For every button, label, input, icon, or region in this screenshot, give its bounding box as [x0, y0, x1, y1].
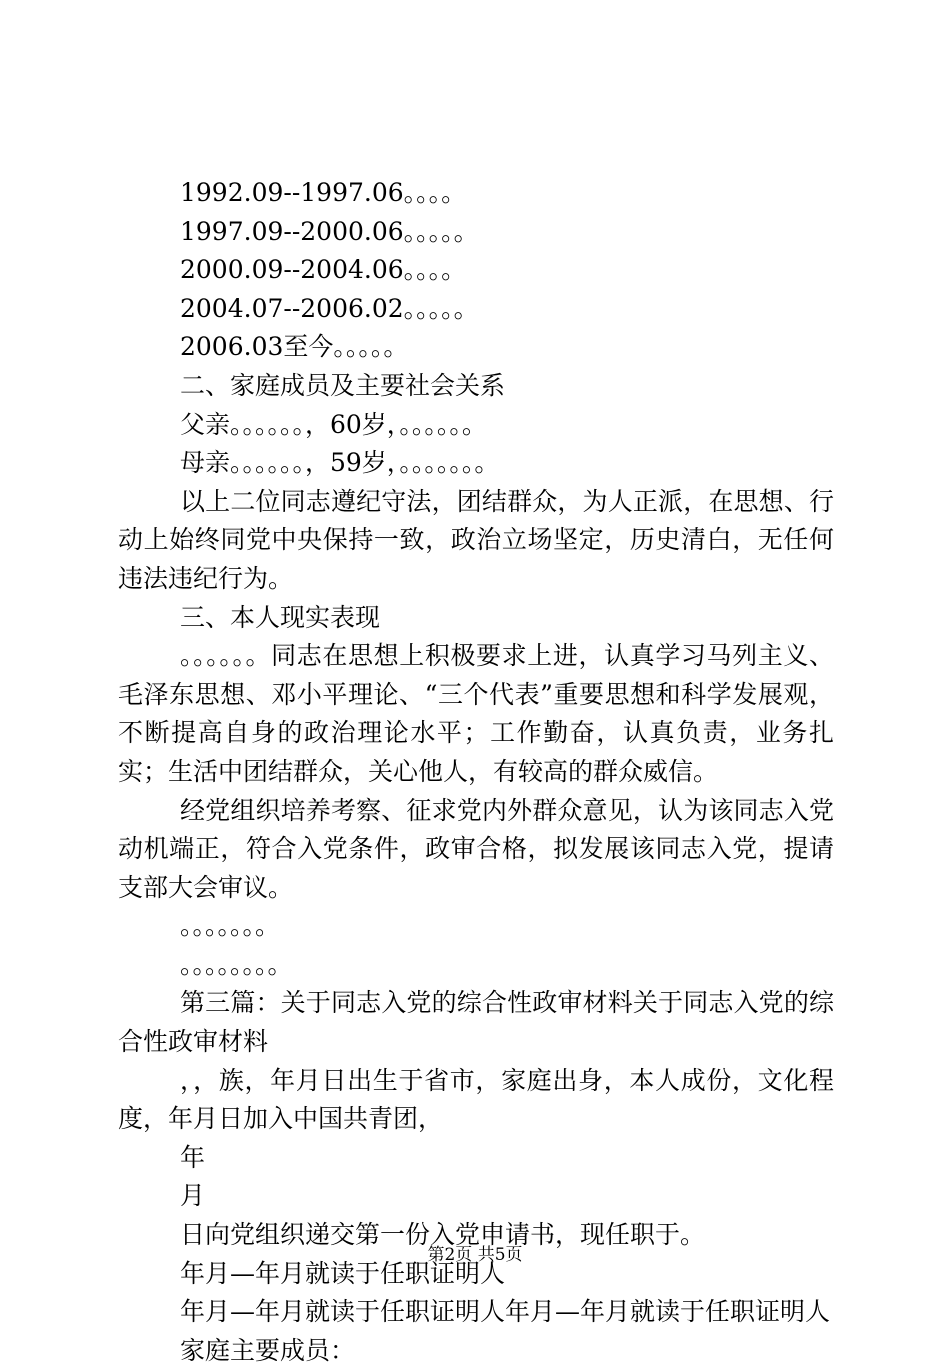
timeline-line-4: 2004.07--2006.02。。。。。 [180, 293, 479, 323]
timeline-line-3: 2000.09--2004.06。。。。 [180, 255, 467, 285]
education-line-2: 年月—年月就读于任职证明人年月—年月就读于任职证明人 [180, 1297, 831, 1327]
personal-info-paragraph: ，，族，年月日出生于省市，家庭出身，本人成份，文化程度，年月日加入中国共青团， [118, 1065, 834, 1134]
placeholder-line-2: 。。。。。。。。 [180, 949, 293, 979]
section-heading-performance: 三、本人现实表现 [180, 602, 381, 632]
family-members-label: 家庭主要成员： [180, 1335, 356, 1365]
application-line: 日向党组织递交第一份入党申请书，现任职于。 [180, 1220, 706, 1250]
family-father: 父亲。。。。。。，60岁，。。。。。。 [180, 409, 487, 439]
education-line-1: 年月—年月就读于任职证明人 [180, 1258, 506, 1288]
family-mother: 母亲。。。。。。，59岁，。。。。。。。 [180, 448, 500, 478]
timeline-line-2: 1997.09--2000.06。。。。。 [180, 216, 479, 246]
family-summary-paragraph: 以上二位同志遵纪守法，团结群众，为人正派，在思想、行动上始终同党中央保持一致，政治立场坚定，历史清白，无任何违法违纪行为。 [118, 486, 834, 593]
evaluation-paragraph: 经党组织培养考察、征求党内外群众意见，认为该同志入党动机端正，符合入党条件，政审合格，拟发展该同志入党，提请支部大会审议。 [118, 795, 834, 902]
document-body [118, 174, 834, 1370]
section-heading-family: 二、家庭成员及主要社会关系 [180, 370, 506, 400]
timeline-line-1: 1992.09--1997.06。。。。 [180, 178, 467, 207]
line-month: 月 [180, 1181, 206, 1211]
chapter-three-title: 第三篇：关于同志入党的综合性政审材料关于同志入党的综合性政审材料 [118, 988, 834, 1057]
placeholder-line-1: 。。。。。。。 [180, 911, 281, 941]
page-footer: 第2页 共5页 [427, 1245, 523, 1265]
performance-paragraph: 。。。。。。同志在思想上积极要求上进，认真学习马列主义、毛泽东思想、邓小平理论、“三个代表”重要思想和科学发展观，不断提高自身的政治理论水平；工作勤奋，认真负责，业务扎实；生活中团结群众，关心他人，有较高的群众威信。 [118, 641, 834, 786]
line-year: 年 [180, 1142, 206, 1172]
timeline-line-5: 2006.03至今。。。。。 [180, 332, 409, 362]
